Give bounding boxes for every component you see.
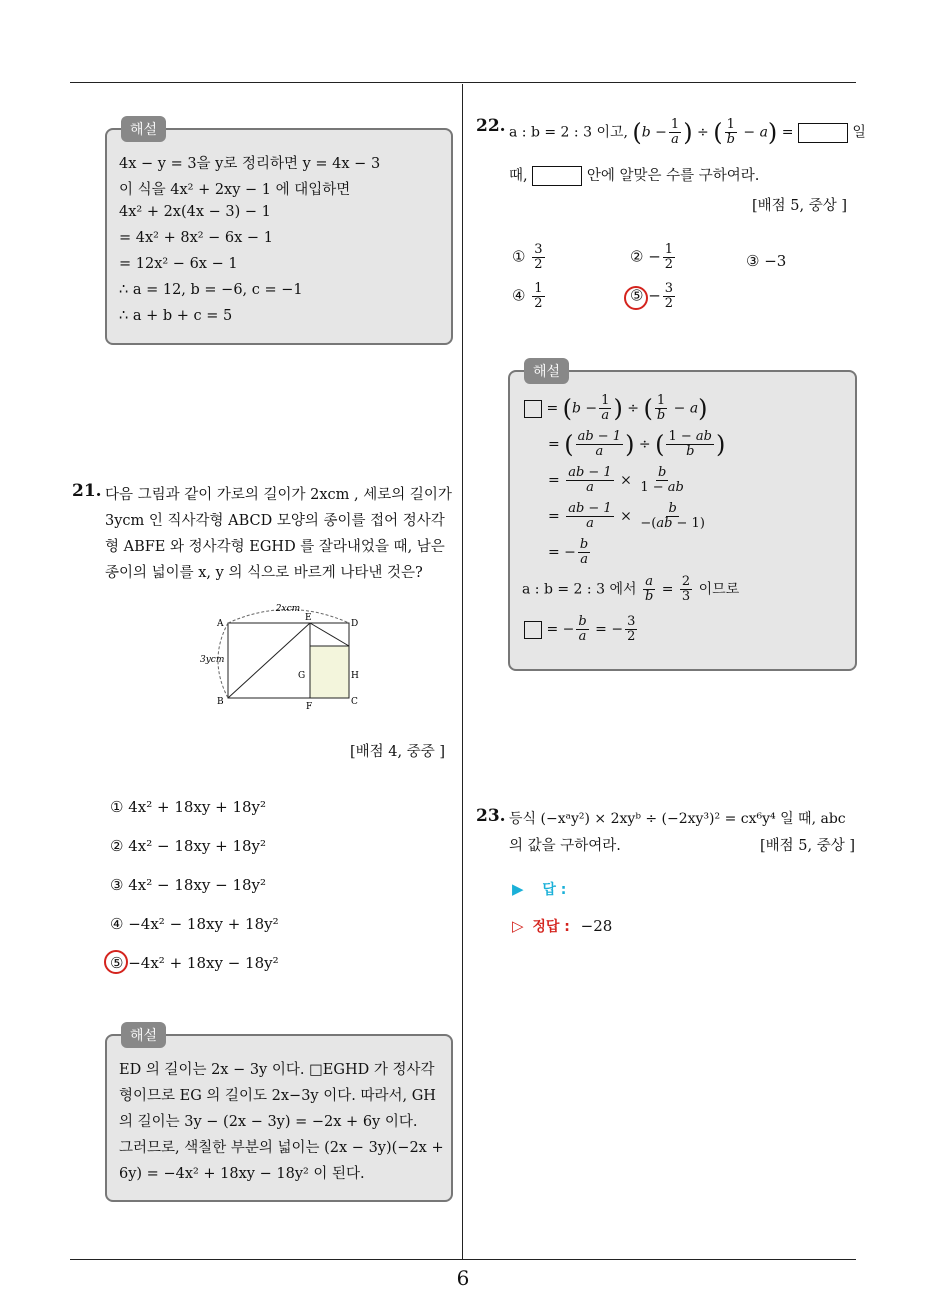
score-label: [배점 5, 중상 ] (752, 198, 848, 214)
sol22-ratio: a : b = 2 : 3 에서 $\frac{a}{b}$ = $\frac{2}{3}$ 이므로 (522, 574, 740, 604)
q22-ratio: a : b = 2 : 3 이고, (509, 124, 628, 141)
answer-blank[interactable] (798, 123, 848, 143)
sol20-line: = 4x² + 8x² − 6x − 1 (119, 230, 273, 246)
bottom-rule (70, 1259, 856, 1260)
choice-2[interactable]: ② − $\frac{1}{2}$ (630, 242, 674, 272)
point-label: A (217, 619, 224, 629)
sol22-step: = ( $\frac{ab - 1}{a}$ ) ÷ ( $\frac{1 - ab}{b}$ ) (548, 429, 726, 459)
sol22-step: = (b − $\frac{1}{a}$ ) ÷ ( $\frac{1}{b}$ − a) (524, 394, 708, 423)
correct-value: −28 (580, 917, 613, 935)
sol20-line: 이 식을 4x² + 2xy − 1 에 대입하면 (119, 182, 351, 198)
choice-4[interactable]: ④ −4x² − 18xy + 18y² (110, 915, 279, 933)
choice-1[interactable]: ① $\frac{3}{2}$ (512, 242, 543, 272)
q23-line-2: 의 값을 구하여라. (509, 838, 621, 854)
correct-answer-row (512, 916, 612, 936)
sol21-line: 의 길이는 3y − (2x − 3y) = −2x + 6y 이다. (119, 1114, 418, 1130)
q22-line1-end: 일 (852, 124, 866, 141)
solution-box-22 (508, 364, 857, 671)
q21-text-line: 다음 그림과 같이 가로의 길이가 2xcm , 세로의 길이가 (105, 487, 452, 503)
choice-3[interactable]: ③ 4x² − 18xy − 18y² (110, 876, 267, 894)
sol22-ratio-end: 이므로 (698, 581, 740, 598)
point-label: G (298, 671, 306, 681)
sol21-line: 형이므로 EG 의 길이도 2x−3y 이다. 따라서, GH (119, 1088, 436, 1104)
q22-line-2 (509, 164, 759, 186)
play-icon: ▶ (512, 880, 524, 898)
sol21-line: ED 의 길이는 2x − 3y 이다. □EGHD 가 정사각 (119, 1062, 435, 1078)
top-label: 2xcm (275, 604, 301, 614)
sol22-step: = − $\frac{b}{a}$ (548, 537, 589, 567)
play-outline-icon: ▷ (512, 917, 524, 935)
sol20-line: = 12x² − 6x − 1 (119, 256, 238, 272)
point-label: B (217, 697, 224, 707)
point-label: F (306, 702, 313, 712)
page-number: 6 (456, 1266, 470, 1290)
answer-blank[interactable] (532, 166, 582, 186)
point-label: D (351, 619, 359, 629)
q22-line2-start: 때, (509, 168, 528, 184)
sol20-line: 4x − y = 3을 y로 정리하면 y = 4x − 3 (119, 156, 381, 172)
sol20-line: ∴ a = 12, b = −6, c = −1 (119, 282, 303, 298)
choice-4[interactable]: ④ $\frac{1}{2}$ (512, 281, 543, 311)
sol22-step: = $\frac{ab - 1}{a}$ × $\frac{b}{-(ab - 1)}$ (548, 501, 705, 531)
answer-label: 답 : (542, 882, 567, 898)
choice-1[interactable]: ① 4x² + 18xy + 18y² (110, 798, 267, 816)
answer-circle-icon (104, 950, 128, 974)
solution-tag: 해설 (121, 1022, 166, 1048)
solution-box-21 (105, 1028, 453, 1202)
score-label: [배점 5, 중상 ] (760, 838, 856, 854)
sol20-line: ∴ a + b + c = 5 (119, 308, 233, 324)
solution-tag: 해설 (121, 116, 166, 142)
sol22-ratio-text: a : b = 2 : 3 에서 (522, 581, 637, 598)
answer-row (512, 879, 566, 899)
q22-line2-end: 안에 알맞은 수를 구하여라. (586, 168, 760, 184)
column-divider (462, 84, 463, 1259)
point-label: H (351, 671, 359, 681)
q23-line-1: 등식 (−xᵃy²) × 2xyᵇ ÷ (−2xy³)² = cx⁶y⁴ 일 때, abc (509, 811, 846, 827)
point-label: E (305, 613, 312, 623)
rectangle-figure (190, 598, 380, 713)
left-label: 3ycm (200, 655, 225, 665)
sol22-step: = $\frac{ab - 1}{a}$ × $\frac{b}{1 - ab}$ (548, 465, 684, 495)
choice-5[interactable]: ⑤ −4x² + 18xy − 18y² (110, 954, 279, 972)
point-label: C (351, 697, 358, 707)
sol21-line: 6y) = −4x² + 18xy − 18y² 이 된다. (119, 1166, 365, 1182)
sol20-line: 4x² + 2x(4x − 3) − 1 (119, 204, 271, 220)
question-number: 21. (72, 481, 102, 501)
score-label: [배점 4, 중중 ] (350, 744, 446, 760)
question-number: 22. (476, 116, 506, 136)
question-number: 23. (476, 806, 506, 826)
q22-line-1: a : b = 2 : 3 이고, (b − $\frac{1}{a}$ ) ÷ ( $\frac{1}{b}$ − a) = 일 (509, 117, 866, 147)
sol21-line: 그러므로, 색칠한 부분의 넓이는 (2x − 3y)(−2x + (119, 1140, 444, 1156)
choice-5[interactable]: ⑤ − $\frac{3}{2}$ (630, 281, 674, 311)
q21-text-line: 형 ABFE 와 정사각형 EGHD 를 잘라내었을 때, 남은 (105, 539, 445, 555)
sol22-final: = − $\frac{b}{a}$ = − $\frac{3}{2}$ (524, 615, 639, 644)
q21-text-line: 종이의 넓이를 x, y 의 식으로 바르게 나타낸 것은? (105, 565, 423, 581)
solution-tag: 해설 (524, 358, 569, 384)
top-rule (70, 82, 856, 83)
correct-label: 정답 : (532, 919, 570, 935)
choice-3[interactable]: ③ −3 (746, 252, 787, 270)
q21-text-line: 3ycm 인 직사각형 ABCD 모양의 종이를 접어 정사각 (105, 513, 445, 529)
shaded-region (310, 646, 349, 698)
solution-box-20 (105, 122, 453, 345)
choice-2[interactable]: ② 4x² − 18xy + 18y² (110, 837, 267, 855)
answer-circle-icon (624, 286, 648, 310)
